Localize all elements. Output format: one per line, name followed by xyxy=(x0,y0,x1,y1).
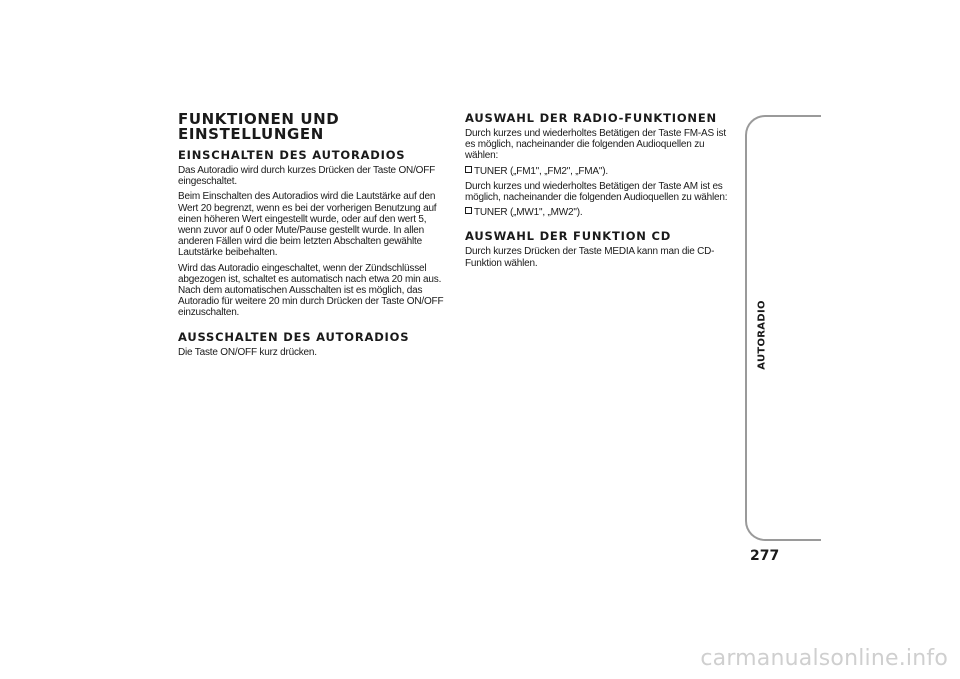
heading-einschalten: EINSCHALTEN DES AUTORADIOS xyxy=(178,148,406,162)
paragraph-einschalten-2: Beim Einschalten des Autoradios wird die Lautstärke auf den Wert 20 begrenzt, wenn es bei der vorherigen Benutzung auf einen höheren Wert eingestellt wurde, oder auf den wert 5, wenn zuvor auf 0 oder Mute/Pause gestellt wurde. In allen anderen Fällen wird die beim letzten Abschalten gewählte Lautstärke beibehalten. xyxy=(178,191,437,259)
chapter-tab-label xyxy=(752,300,772,370)
heading-ausschalten: AUSSCHALTEN DES AUTORADIOS xyxy=(178,329,410,344)
list-item-text: TUNER („FM1", „FM2", „FMA"). xyxy=(474,165,608,177)
heading-radio-funktionen: AUSWAHL DER RADIO-FUNKTIONEN xyxy=(465,111,717,125)
checkbox-bullet-icon xyxy=(465,166,472,173)
paragraph-ausschalten: Die Taste ON/OFF kurz drücken. xyxy=(178,346,317,358)
heading-funktion-cd: AUSWAHL DER FUNKTION CD xyxy=(465,229,672,244)
paragraph-radio-1: Durch kurzes und wiederholtes Betätigen der Taste FM-AS ist es möglich, nacheinander die folgenden Audioquellen zu wählen: xyxy=(465,128,726,162)
section-title: FUNKTIONEN UND EINSTELLUNGEN xyxy=(178,110,340,143)
left-column xyxy=(178,112,450,362)
paragraph-cd: Durch kurzes Drücken der Taste MEDIA kann man die CD-Funktion wählen. xyxy=(465,246,715,269)
chapter-label-text: AUTORADIO xyxy=(756,300,768,370)
checkbox-bullet-icon xyxy=(465,207,472,214)
list-item xyxy=(465,166,737,177)
watermark: carmanualsonline.info xyxy=(700,646,948,671)
page-number: 277 xyxy=(750,548,780,564)
paragraph-einschalten-1: Das Autoradio wird durch kurzes Drücken der Taste ON/OFF eingeschaltet. xyxy=(178,165,436,188)
paragraph-einschalten-3: Wird das Autoradio eingeschaltet, wenn der Zündschlüssel abgezogen ist, schaltet es automatisch nach etwa 20 min aus. Nach dem automatischen Ausschalten ist es möglich, das Autoradio für weitere 20 min durch Drücken der Taste ON/OFF einzuschalten. xyxy=(178,262,444,319)
right-column xyxy=(465,112,737,273)
list-item-text: TUNER („MW1", „MW2"). xyxy=(474,207,583,219)
paragraph-radio-2: Durch kurzes und wiederholtes Betätigen der Taste AM ist es möglich, nacheinander die folgenden Audioquellen zu wählen: xyxy=(465,180,728,204)
list-item xyxy=(465,207,737,218)
